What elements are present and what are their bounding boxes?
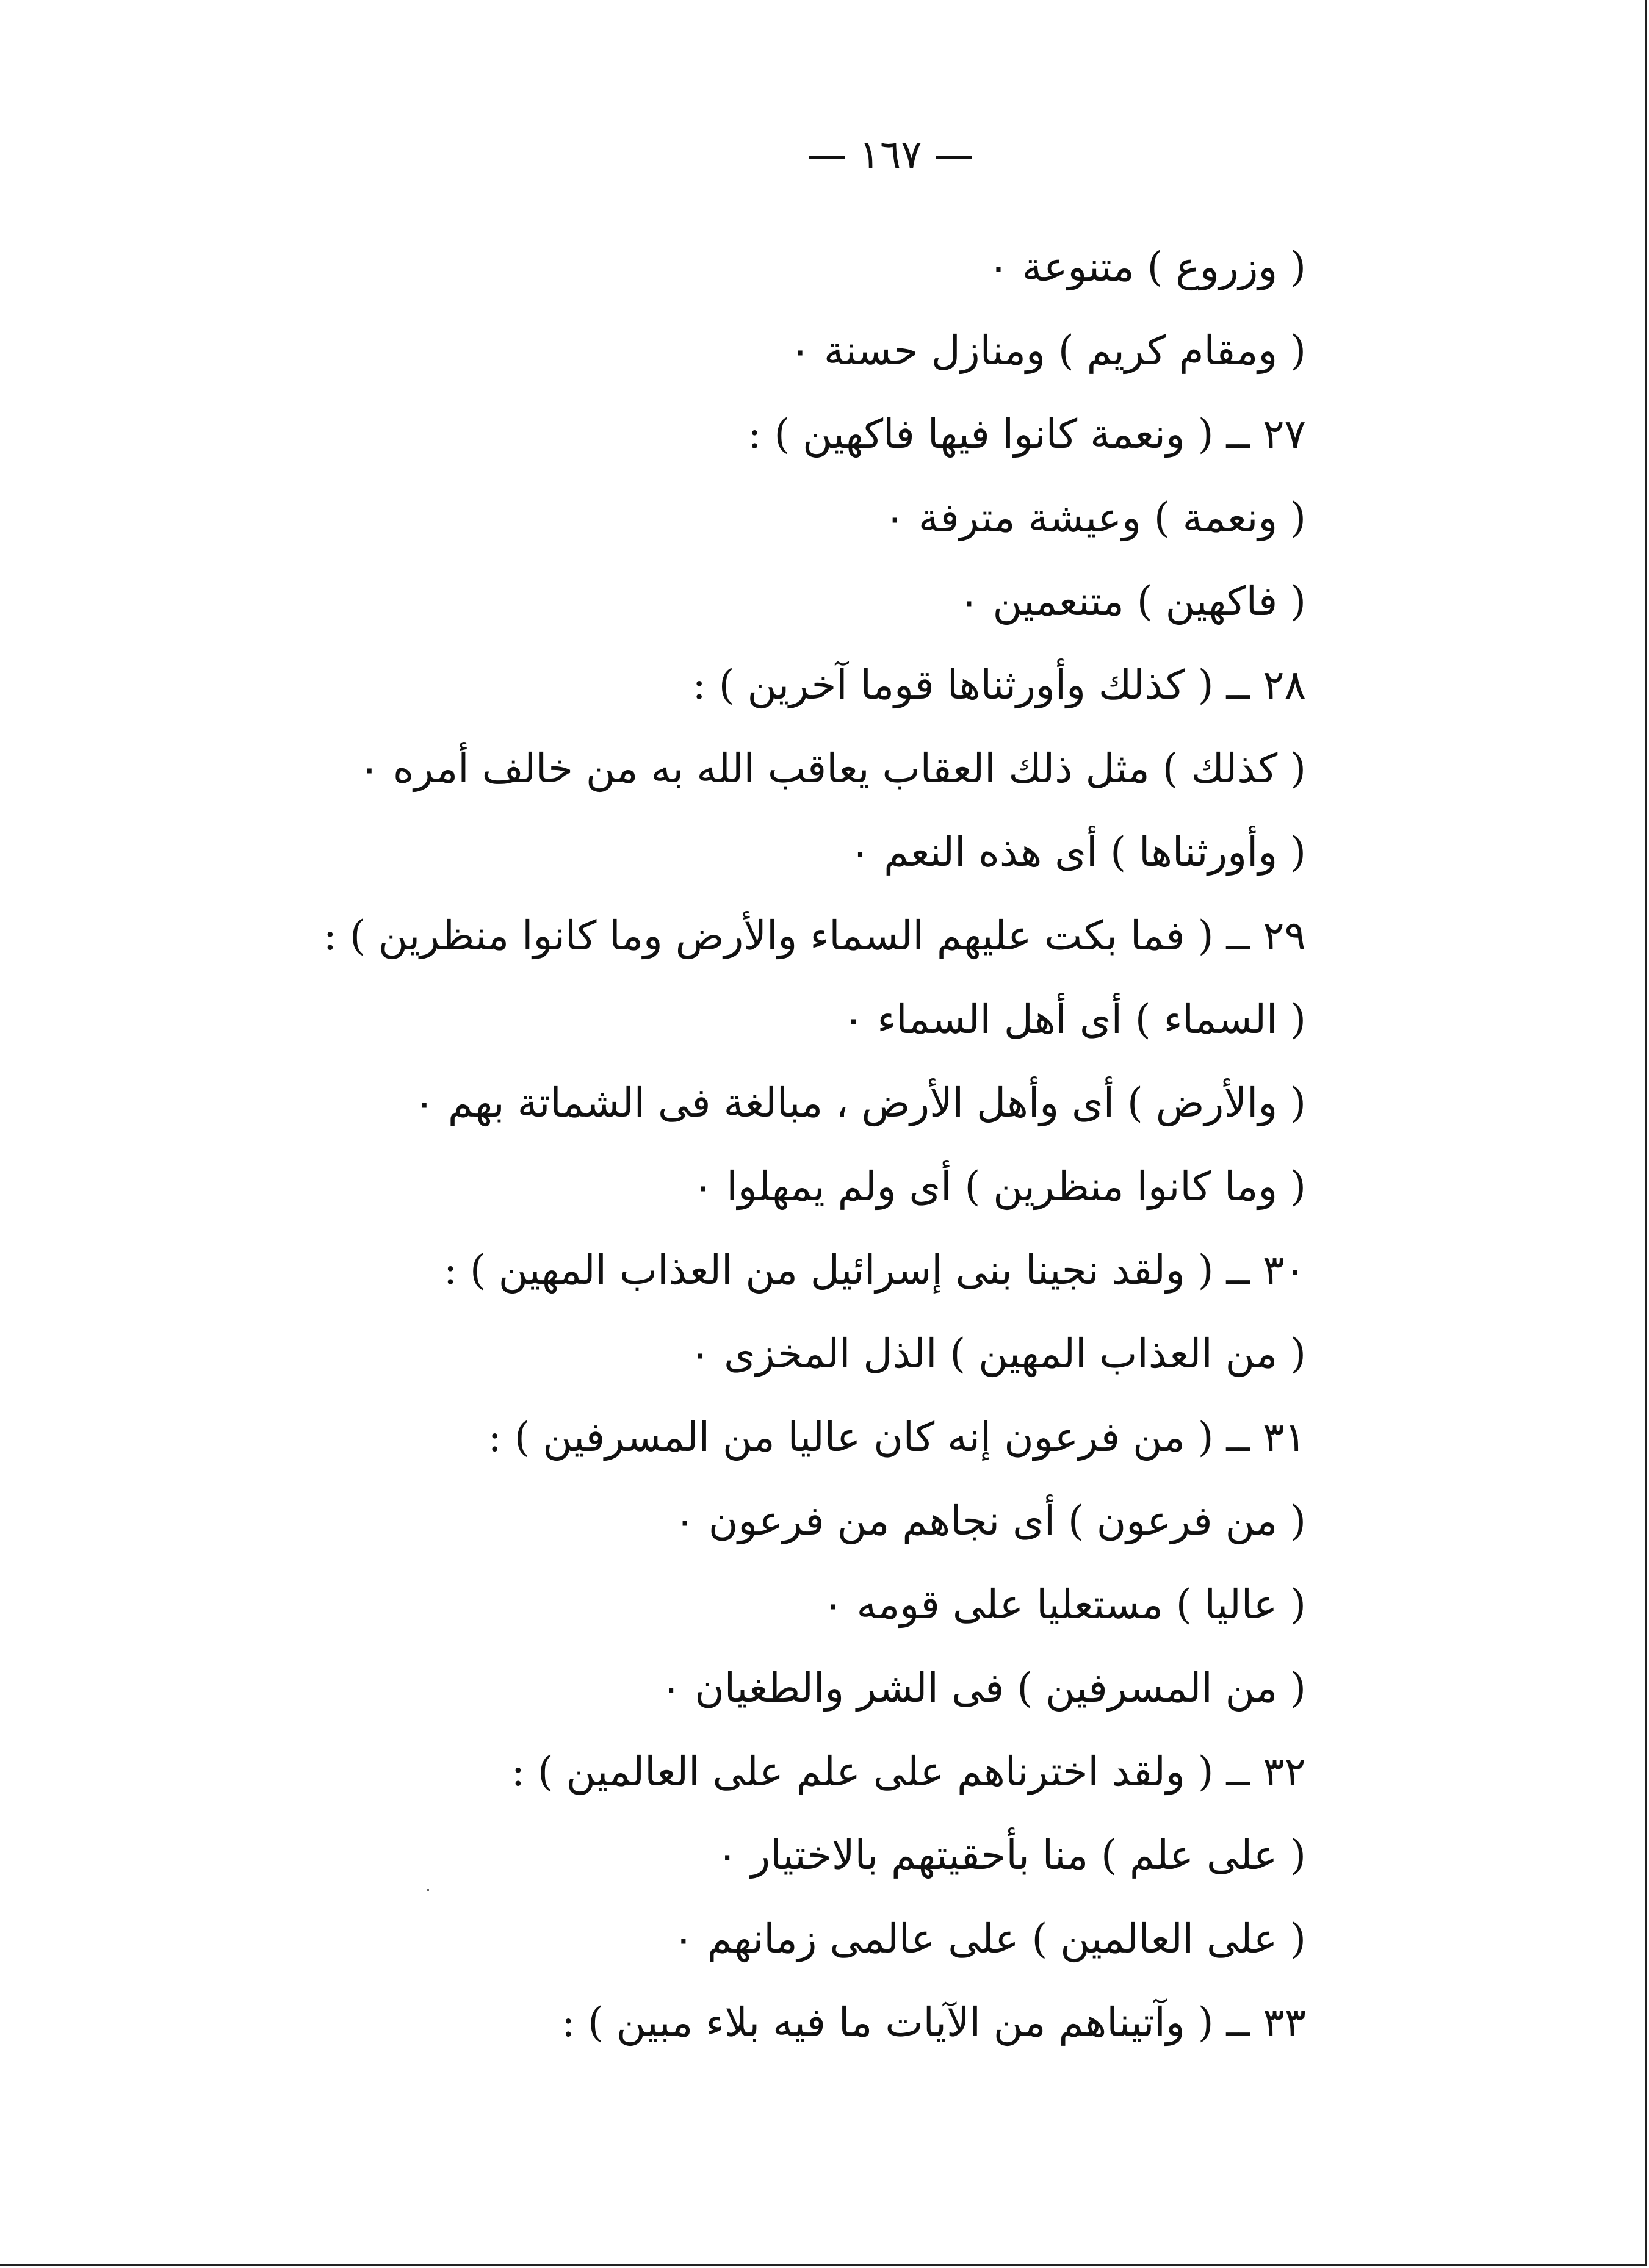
verse-heading: ٣٢ ــ ( ولقد اخترناهم على علم على العالمين ) : xyxy=(511,1748,1306,1795)
text-line: ( والأرض ) أى وأهل الأرض ، مبالغة فى الشماتة بهم ٠ xyxy=(413,1079,1306,1126)
text-body xyxy=(269,243,1306,2086)
scan-speck xyxy=(427,1889,429,1891)
text-line: ( على علم ) منا بأحقيتهم بالاختيار ٠ xyxy=(716,1832,1306,1879)
text-line: ( وما كانوا منظرين ) أى ولم يمهلوا ٠ xyxy=(691,1163,1306,1210)
page-number: — ١٦٧ — xyxy=(807,132,973,178)
text-line: ( السماء ) أى أهل السماء ٠ xyxy=(842,996,1306,1043)
text-line: ( من العذاب المهين ) الذل المخزى ٠ xyxy=(689,1330,1306,1377)
text-line: ( وزروع ) متنوعة ٠ xyxy=(987,243,1306,290)
verse-heading: ٣٣ ــ ( وآتيناهم من الآيات ما فيه بلاء مبين ) : xyxy=(561,1999,1306,2046)
text-line: ( من المسرفين ) فى الشر والطغيان ٠ xyxy=(660,1665,1306,1712)
verse-heading: ٣١ ــ ( من فرعون إنه كان عاليا من المسرفين ) : xyxy=(488,1414,1306,1461)
verse-heading: ٢٨ ــ ( كذلك وأورثناها قوما آخرين ) : xyxy=(692,661,1306,708)
verse-heading: ٢٧ ــ ( ونعمة كانوا فيها فاكهين ) : xyxy=(748,411,1306,458)
text-line: ( ومقام كريم ) ومنازل حسنة ٠ xyxy=(789,327,1306,374)
text-line: ( فاكهين ) متنعمين ٠ xyxy=(958,578,1306,625)
verse-heading: ٣٠ ــ ( ولقد نجينا بنى إسرائيل من العذاب المهين ) : xyxy=(443,1247,1306,1294)
text-line: ( عاليا ) مستعليا على قومه ٠ xyxy=(822,1581,1306,1628)
text-line: ( كذلك ) مثل ذلك العقاب يعاقب الله به من خالف أمره ٠ xyxy=(358,745,1306,792)
verse-heading: ٢٩ ــ ( فما بكت عليهم السماء والأرض وما كانوا منظرين ) : xyxy=(323,912,1306,959)
text-line: ( على العالمين ) على عالمى زمانهم ٠ xyxy=(673,1915,1306,1962)
text-line: ( ونعمة ) وعيشة مترفة ٠ xyxy=(884,494,1306,541)
text-line: ( وأورثناها ) أى هذه النعم ٠ xyxy=(849,829,1306,876)
text-line: ( من فرعون ) أى نجاهم من فرعون ٠ xyxy=(674,1497,1306,1544)
